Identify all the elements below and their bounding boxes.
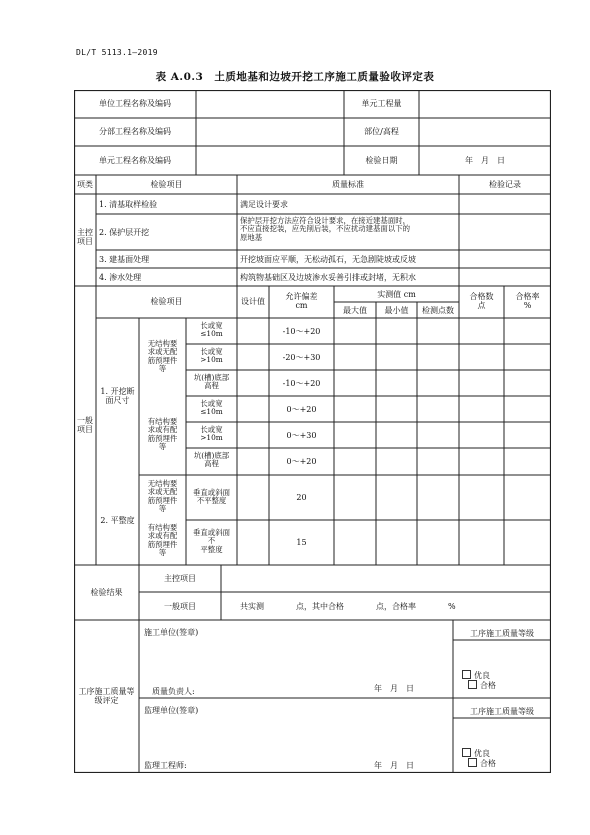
inspect-date-label: 检验日期 [365,156,398,165]
subgroup-structure-flat: 有结构要 求或有配 筋预埋件 等 [147,523,178,558]
min-header: 最小值 [384,306,409,315]
subgroup-no-structure-flat: 无结构要 求或无配 筋预埋件 等 [147,479,178,514]
good-label: 优良 [474,671,490,680]
unit-project-label: 单位工程名称及编码 [99,99,171,108]
standard-number: DL/T 5113.1—2019 [76,48,158,57]
measured-header: 实测值 cm [377,290,416,299]
row-3-deviation: -10～+20 [282,379,321,388]
result-main-label: 主控项目 [164,574,196,583]
row-4-deviation: 0～+20 [286,405,317,414]
row-4-desc: 长或宽 ≤10m [200,399,223,417]
row-1-deviation: -10～+20 [282,327,321,336]
row-8-desc: 垂直或斜面 不 平整度 [193,528,230,554]
rate-header: 合格率 % [515,292,540,310]
row-7-deviation: 20 [296,493,307,502]
standard-header: 质量标准 [332,180,364,189]
subgroup-structure: 有结构要 求或有配 筋预埋件 等 [147,417,178,452]
flatness-group: 2. 平整度 [100,516,135,525]
main-item-3: 3. 建基面处理 [99,255,150,264]
evaluation-label: 工序施工质量等 级评定 [78,687,135,705]
quality-manager: 质量负责人: [152,687,195,696]
grade-options-1 [462,661,496,690]
grade-options-2 [462,739,496,768]
row-7-desc: 垂直或斜面 不平整度 [193,488,230,506]
row-2-desc: 长或宽 >10m [200,347,223,365]
row-5-desc: 长或宽 >10m [200,425,223,443]
grade-label-2: 工序施工质量等级 [470,707,534,716]
general-items-label: 一般 项目 [77,416,93,434]
main-std-3: 开挖坡面应平顺，无松动孤石，无急剧陡坡或反坡 [240,255,416,264]
record-header: 检验记录 [489,180,521,189]
result-summary: 共实测 点，其中合格 点，合格率 % [240,602,456,611]
pass-checkbox[interactable] [468,680,477,689]
main-item-4: 4. 渗水处理 [99,273,142,282]
allowed-deviation-header: 允许偏差 cm [285,292,318,310]
max-header: 最大值 [343,306,367,315]
pass-label: 合格 [480,759,496,768]
qualified-header: 合格数 点 [469,292,494,310]
table-title: 表 A.0.3 土质地基和边坡开挖工序施工质量验收评定表 [155,71,435,83]
main-std-1: 满足设计要求 [240,200,288,209]
good-label: 优良 [474,749,490,758]
points-header: 检测点数 [422,306,454,315]
supervisor-engineer: 监理工程师: [144,761,187,770]
element-project-label: 单元工程名称及编码 [99,156,171,165]
main-std-2: 保护层开挖方法应符合设计要求，在接近建基面时， 不应直接挖装，应先削后装，不应扰动建基面以下的 原地基 [240,216,410,242]
supervisor-date: 年 月 日 [374,761,414,770]
grade-label-1: 工序施工质量等级 [470,629,534,638]
row-5-deviation: 0～+30 [286,431,317,440]
main-std-4: 构筑物基础区及边坡渗水妥善引排或封堵，无积水 [240,273,416,282]
result-label: 检验结果 [90,588,123,597]
row-3-desc: 坑(槽)底部 高程 [193,373,230,391]
sub-project-label: 分部工程名称及编码 [99,127,171,136]
good-checkbox[interactable] [462,670,471,679]
main-items-label: 主控 项目 [77,228,93,246]
item-header: 检验项目 [150,180,183,189]
row-1-desc: 长或宽 ≤10m [200,321,223,339]
section-size-group: 1. 开挖断 面尺寸 [100,387,135,405]
evaluation-table [74,90,551,773]
design-value-header: 设计值 [241,297,265,306]
pass-checkbox[interactable] [468,758,477,767]
result-general-label: 一般项目 [164,602,196,611]
good-checkbox[interactable] [462,748,471,757]
general-item-header: 检验项目 [150,297,183,306]
subgroup-no-structure: 无结构要 求或无配 筋预埋件 等 [147,339,178,374]
supervisor-sign: 监理单位(签章) [144,706,199,715]
kind-header: 项类 [77,180,93,189]
row-2-deviation: -20～+30 [282,353,321,362]
unit-element-label: 单元工程量 [361,99,402,108]
position-label: 部位/高程 [364,127,399,136]
inspect-date-value: 年 月 日 [465,156,505,165]
builder-date: 年 月 日 [374,684,414,693]
row-8-deviation: 15 [296,538,307,547]
row-6-deviation: 0～+20 [286,457,317,466]
row-6-desc: 坑(槽)底部 高程 [193,451,230,469]
main-item-2: 2. 保护层开挖 [99,228,150,237]
pass-label: 合格 [480,681,496,690]
builder-sign: 施工单位(签章) [144,628,199,637]
main-item-1: 1. 清基取样检验 [99,200,158,209]
